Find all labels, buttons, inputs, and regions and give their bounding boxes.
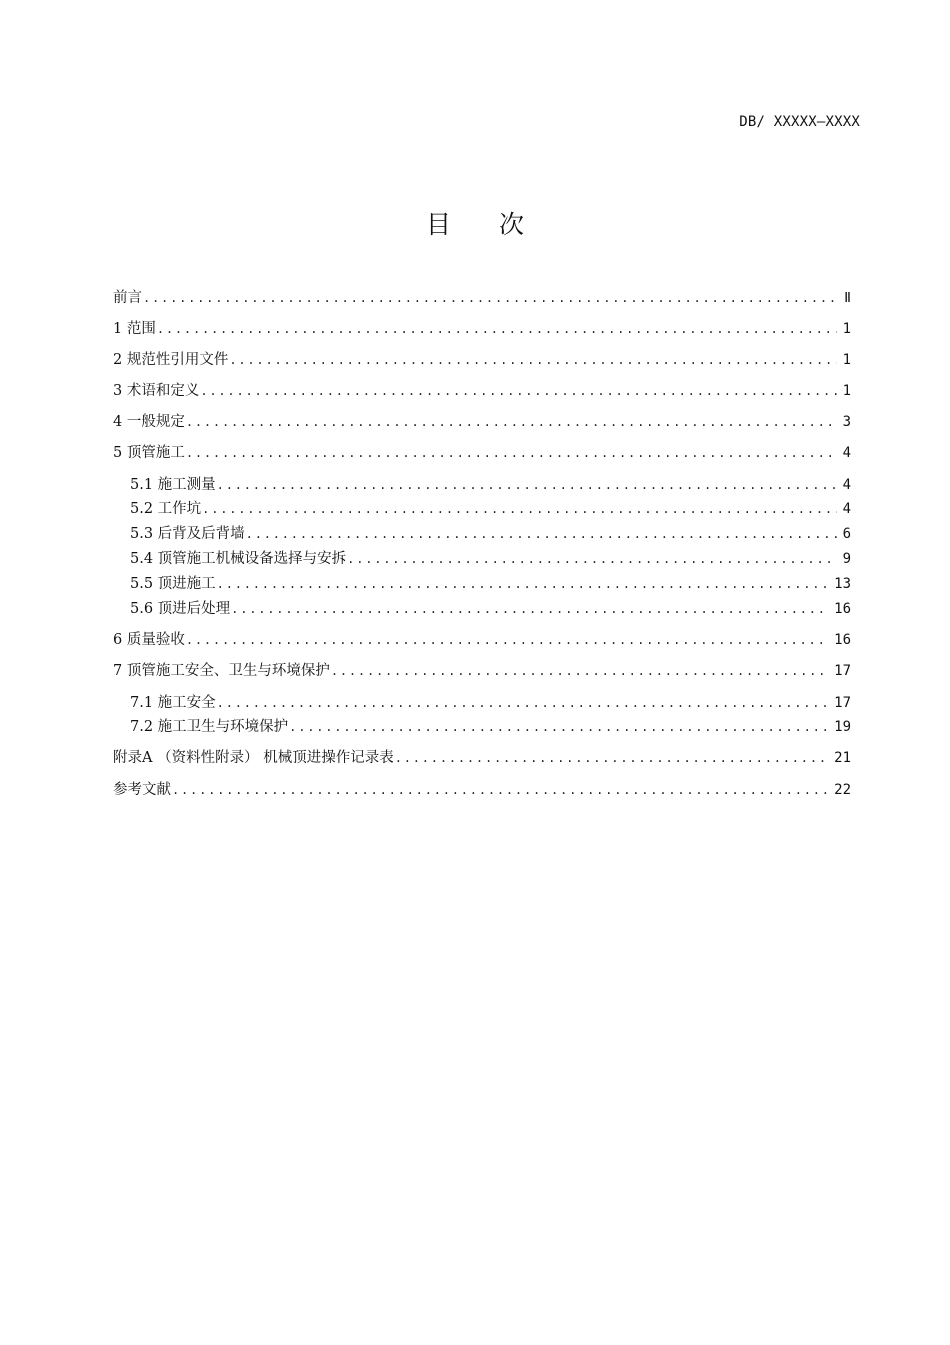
toc-leader-dots [143,288,838,308]
toc-entry-page: 22 [834,782,851,798]
toc-entry-working-pit[interactable] [130,499,851,519]
toc-leader-dots [186,443,837,463]
toc-entry-page: 3 [842,414,851,430]
toc-entry-label: 6 质量验收 [113,632,185,648]
toc-entry-general-provisions[interactable] [113,412,851,432]
toc-entry-scope[interactable] [113,319,851,339]
toc-entry-survey[interactable] [130,475,851,495]
toc-leader-dots [395,748,828,768]
toc-leader-dots [186,412,837,432]
toc-entry-label: 3 术语和定义 [113,383,200,399]
toc-entry-bibliography[interactable] [113,780,851,800]
toc-entry-label: 5.5 顶进施工 [130,576,216,592]
toc-entry-label: 4 一般规定 [113,414,185,430]
toc-leader-dots [347,549,836,569]
toc-entry-normative-references[interactable] [113,350,851,370]
toc-entry-construction-safety[interactable] [130,693,851,713]
toc-entry-page: 4 [842,477,851,493]
toc-title: 目次 [425,210,572,239]
toc-leader-dots [231,599,828,619]
toc-entry-back-wall[interactable] [130,524,851,544]
toc-leader-dots [200,381,836,401]
toc-leader-dots [217,475,837,495]
toc-leader-dots [172,780,828,800]
toc-entry-label: 5.1 施工测量 [130,477,216,493]
toc-entry-label: 前言 [113,290,142,306]
toc-entry-label: 5 顶管施工 [113,445,185,461]
toc-leader-dots [186,630,828,650]
toc-entry-terms-definitions[interactable] [113,381,851,401]
toc-entry-page: 9 [842,551,851,567]
toc-entry-label: 5.3 后背及后背墙 [130,526,245,542]
toc-entry-page: 6 [842,526,851,542]
toc-entry-label: 2 规范性引用文件 [113,352,229,368]
toc-entry-post-jacking[interactable] [130,599,851,619]
toc-entry-label: 5.6 顶进后处理 [130,601,231,617]
toc-entry-page: 13 [834,576,851,592]
toc-entry-quality-acceptance[interactable] [113,630,851,650]
toc-leader-dots [331,661,828,681]
toc-leader-dots [217,574,828,594]
toc-entry-label: 7 顶管施工安全、卫生与环境保护 [113,663,330,679]
toc-entry-appendix-a[interactable] [113,748,851,768]
toc-entry-page: Ⅱ [844,290,851,306]
toc-entry-jacking-construction[interactable] [130,574,851,594]
toc-entry-label: 7.1 施工安全 [130,695,216,711]
toc-entry-hygiene-environment[interactable] [130,717,851,737]
toc-entry-page: 1 [842,321,851,337]
toc-entry-page: 1 [842,352,851,368]
toc-entry-page: 16 [834,601,851,617]
toc-entry-page: 17 [834,663,851,679]
toc-entry-page: 1 [842,383,851,399]
toc-entry-foreword[interactable] [113,288,851,308]
toc-entry-page: 19 [834,719,851,735]
toc-entry-safety-environment[interactable] [113,661,851,681]
toc-entry-label: 5.4 顶管施工机械设备选择与安拆 [130,551,347,567]
toc-entry-page: 4 [842,445,851,461]
toc-entry-label: 5.2 工作坑 [130,501,202,517]
toc-leader-dots [157,319,837,339]
toc-leader-dots [246,524,837,544]
toc-leader-dots [217,693,828,713]
toc-entry-label: 参考文献 [113,782,171,798]
toc-entry-page: 21 [834,750,851,766]
toc-entry-label: 7.2 施工卫生与环境保护 [130,719,289,735]
toc-entry-page: 4 [842,501,851,517]
toc-entry-page: 17 [834,695,851,711]
toc-leader-dots [202,499,836,519]
toc-entry-page: 16 [834,632,851,648]
toc-entry-pipe-jacking[interactable] [113,443,851,463]
toc-leader-dots [229,350,836,370]
toc-entry-label: 附录A （资料性附录） 机械顶进操作记录表 [113,750,394,766]
toc-leader-dots [289,717,828,737]
document-code: DB/ XXXXX—XXXX [739,114,860,130]
toc-entry-equipment[interactable] [130,549,851,569]
toc-entry-label: 1 范围 [113,321,156,337]
